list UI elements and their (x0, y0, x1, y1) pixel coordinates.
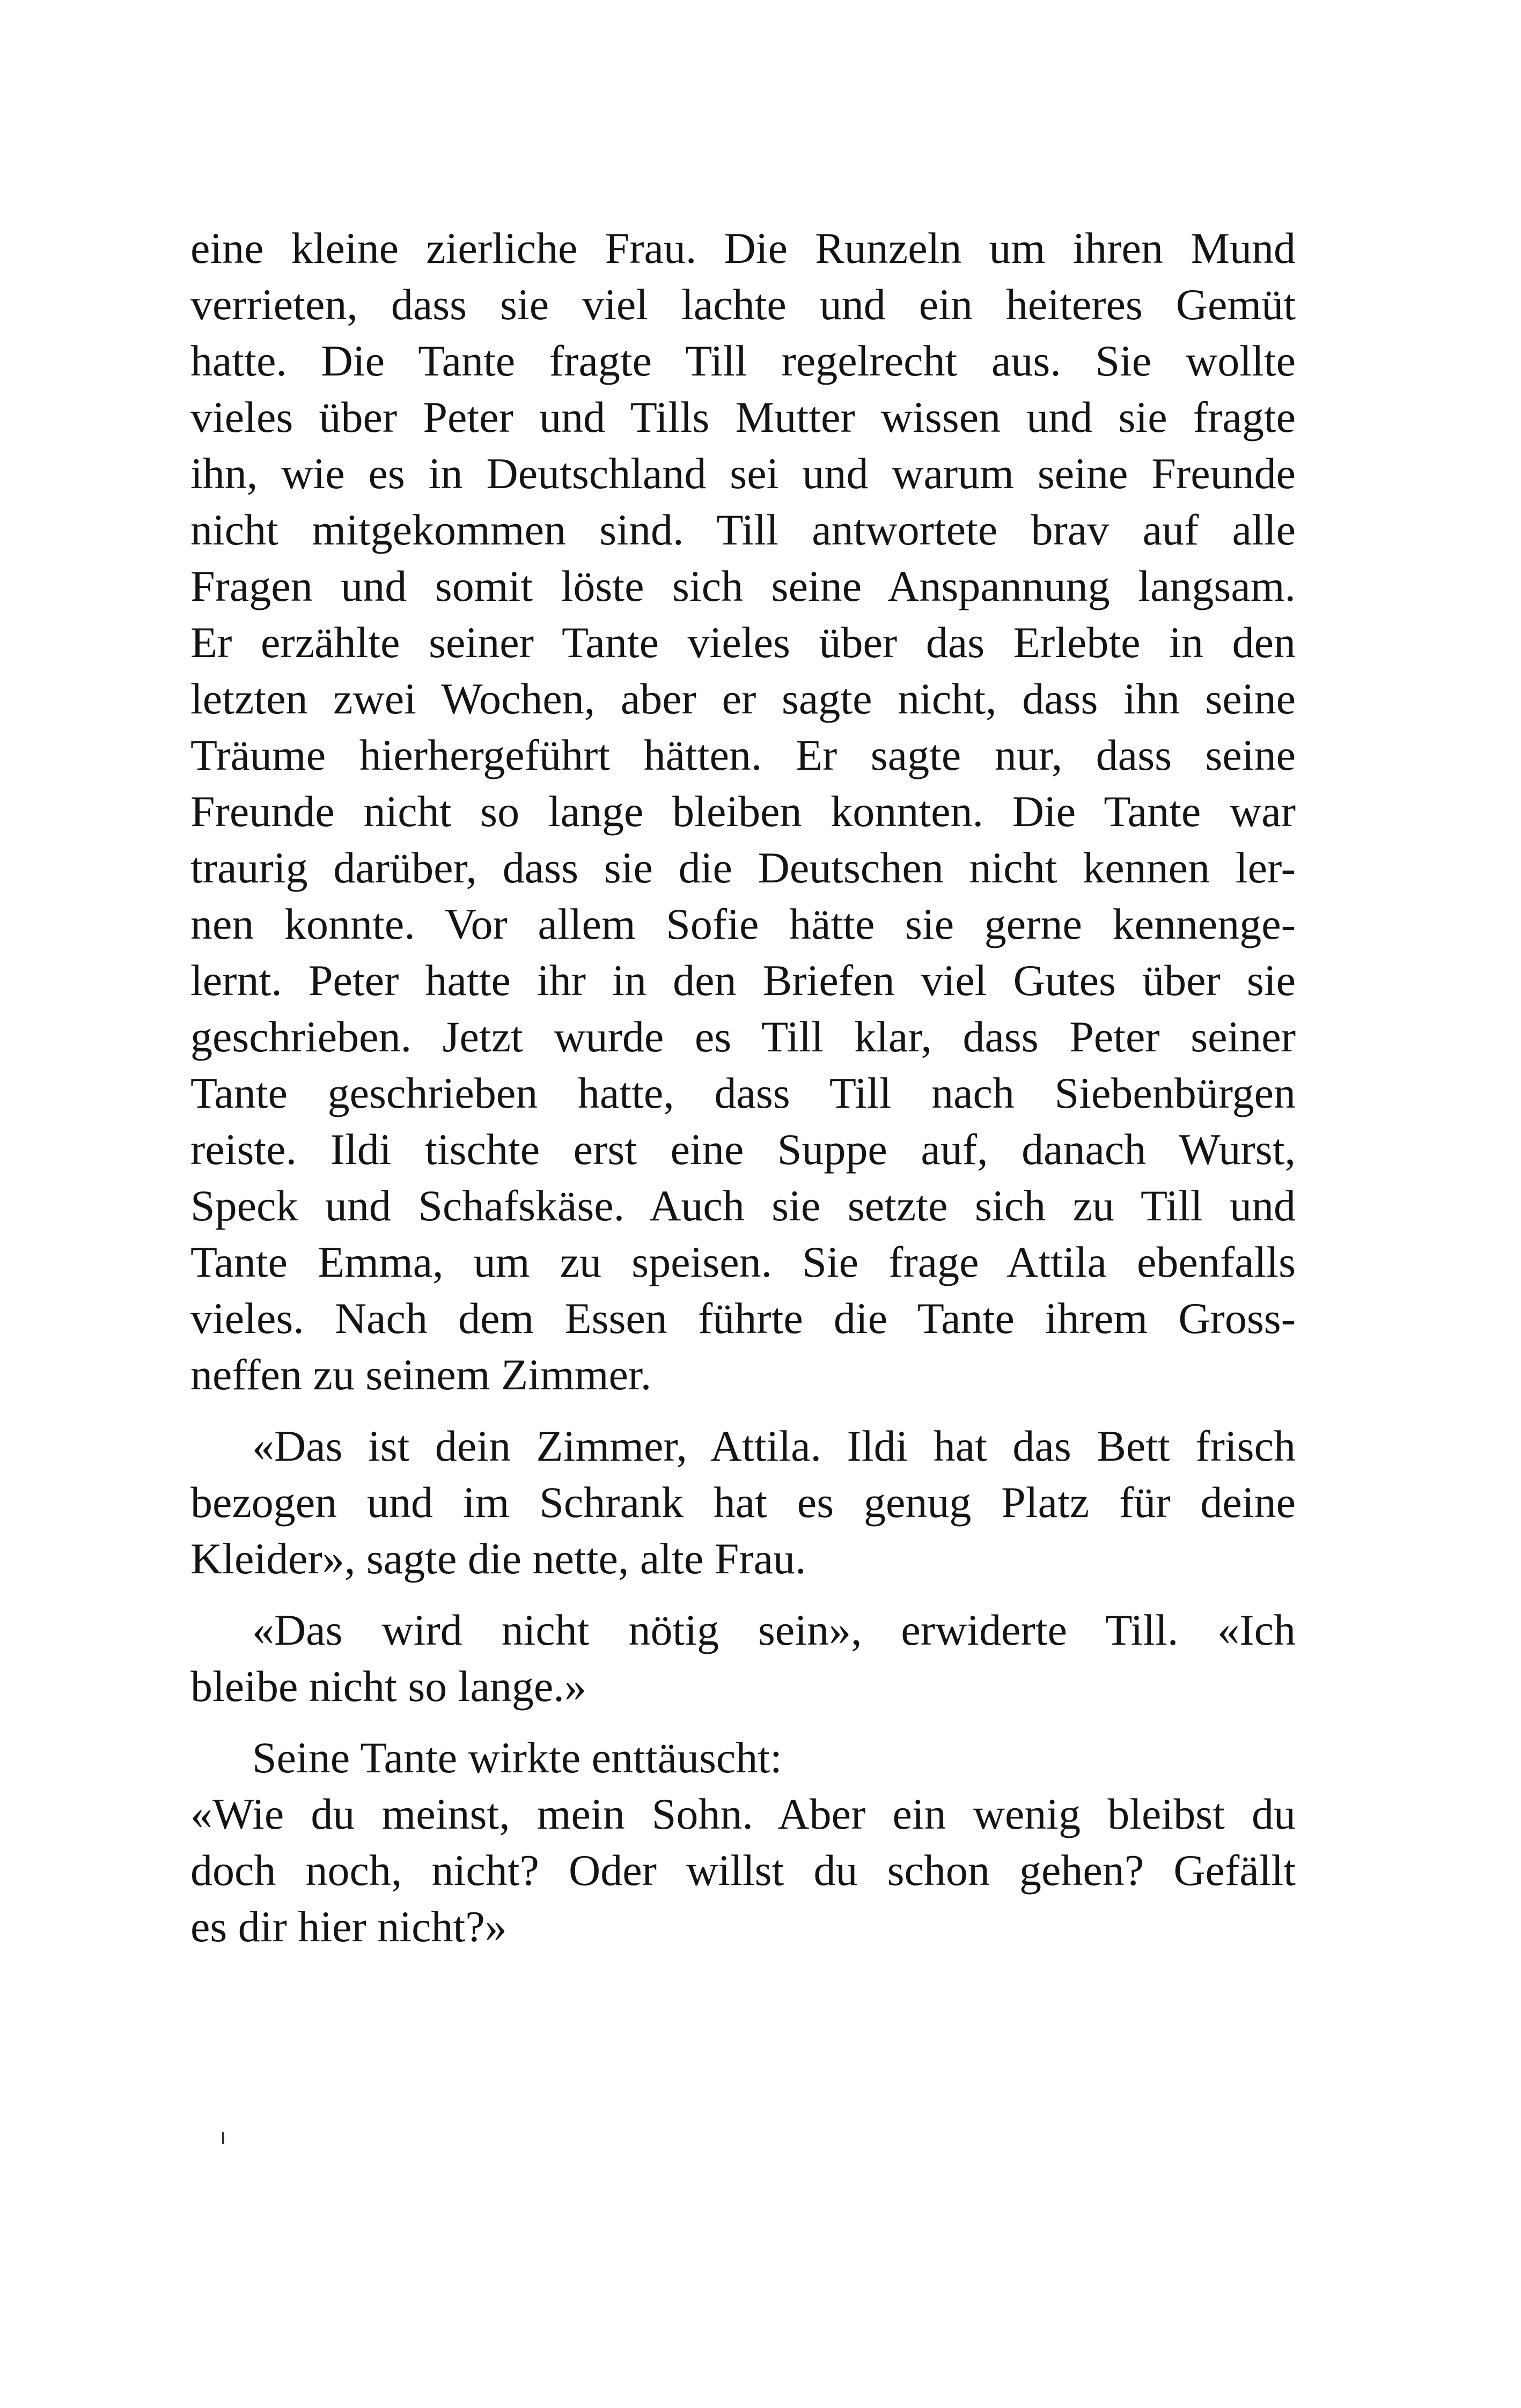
paragraph-4 (190, 1729, 1296, 1955)
paragraph-1 (190, 220, 1296, 1403)
text-line: bleibe nicht so lange.» (190, 1662, 586, 1711)
text-line: Tante Emma, um zu speisen. Sie frage Attila ebenfalls (190, 1238, 1296, 1286)
body-text (190, 220, 1296, 1955)
text-line: «Das ist dein Zimmer, Attila. Ildi hat das Bett frisch (252, 1422, 1296, 1470)
text-line: es dir hier nicht?» (190, 1902, 507, 1951)
text-line: doch noch, nicht? Oder willst du schon gehen? Gefällt (190, 1846, 1296, 1895)
text-line: Speck und Schafskäse. Auch sie setzte sich zu Till und (190, 1181, 1296, 1230)
text-line: hatte. Die Tante fragte Till regelrecht aus. Sie wollte (190, 336, 1296, 385)
text-line: geschrieben. Jetzt wurde es Till klar, dass Peter seiner (190, 1012, 1296, 1061)
text-line: reiste. Ildi tischte erst eine Suppe auf, danach Wurst, (190, 1125, 1296, 1174)
text-line: Kleider», sagte die nette, alte Frau. (190, 1534, 806, 1583)
text-line: eine kleine zierliche Frau. Die Runzeln um ihren Mund (190, 224, 1296, 273)
text-line: Er erzählte seiner Tante vieles über das Erlebte in den (190, 618, 1296, 667)
text-line: Freunde nicht so lange bleiben konnten. Die Tante war (190, 787, 1296, 836)
text-line: nicht mitgekommen sind. Till antwortete brav auf alle (190, 505, 1296, 554)
text-line: Fragen und somit löste sich seine Anspannung langsam. (190, 562, 1296, 610)
text-line: Seine Tante wirkte enttäuscht: (252, 1733, 782, 1782)
text-line: «Das wird nicht nötig sein», erwiderte Till. «Ich (252, 1606, 1296, 1654)
text-line: lernt. Peter hatte ihr in den Briefen viel Gutes über sie (190, 956, 1296, 1005)
page-number-mark (222, 2132, 224, 2144)
text-line: letzten zwei Wochen, aber er sagte nicht, dass ihn seine (190, 674, 1296, 723)
text-line: ihn, wie es in Deutschland sei und warum seine Freunde (190, 449, 1296, 498)
text-line: vieles. Nach dem Essen führte die Tante ihrem Gross- (190, 1294, 1296, 1343)
text-line: «Wie du meinst, mein Sohn. Aber ein wenig bleibst du (190, 1790, 1296, 1838)
text-line: neffen zu seinem Zimmer. (190, 1350, 652, 1399)
text-line: Träume hierhergeführt hätten. Er sagte nur, dass seine (190, 731, 1296, 779)
paragraph-3 (190, 1602, 1296, 1714)
text-line: bezogen und im Schrank hat es genug Platz für deine (190, 1478, 1296, 1527)
text-line: verrieten, dass sie viel lachte und ein heiteres Gemüt (190, 280, 1296, 329)
text-line: vieles über Peter und Tills Mutter wissen und sie fragte (190, 393, 1296, 441)
text-line: nen konnte. Vor allem Sofie hätte sie gerne kennenge- (190, 900, 1296, 948)
text-line: Tante geschrieben hatte, dass Till nach Siebenbürgen (190, 1069, 1296, 1117)
paragraph-2 (190, 1418, 1296, 1587)
text-line: traurig darüber, dass sie die Deutschen nicht kennen ler- (190, 843, 1296, 892)
